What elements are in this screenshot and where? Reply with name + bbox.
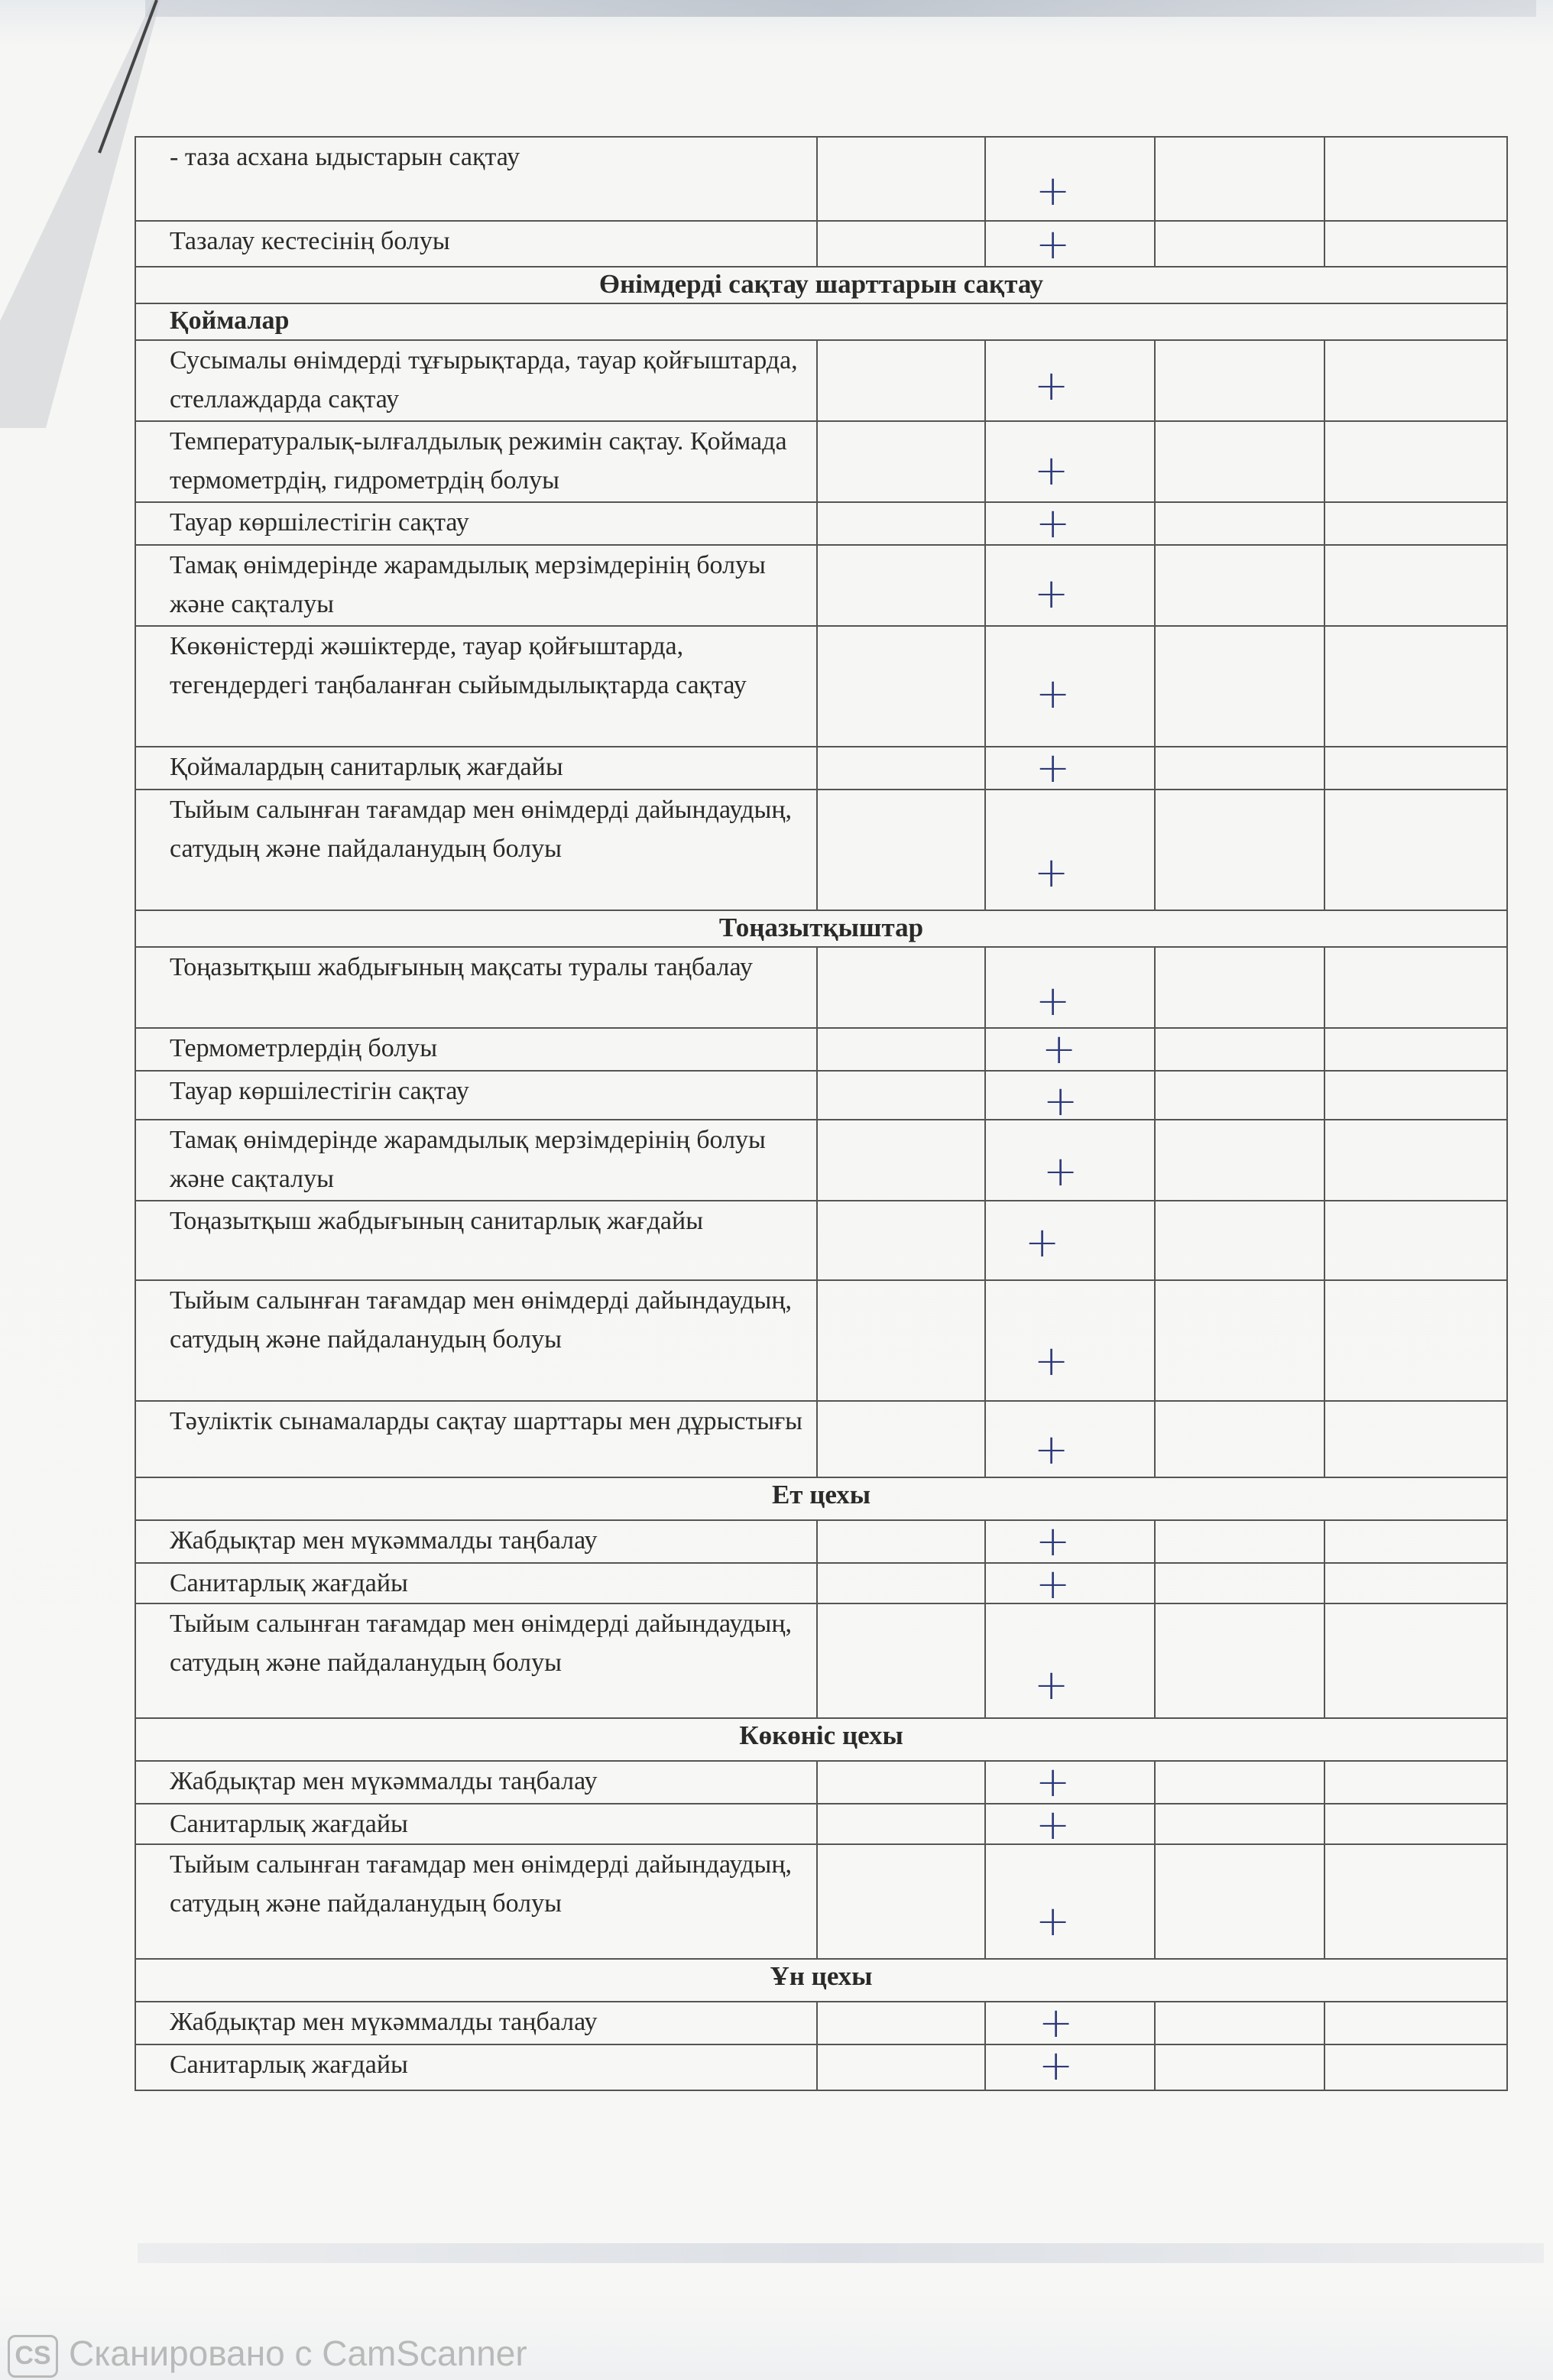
col-5-cell — [1324, 340, 1507, 421]
col-5-cell — [1324, 137, 1507, 221]
col-4-cell — [1155, 2002, 1324, 2044]
col-2-cell — [817, 1844, 985, 1959]
handwritten-plus-mark: + — [1034, 1661, 1069, 1709]
col-4-cell — [1155, 1280, 1324, 1401]
requirement-text: - таза асхана ыдыстарын сақтау — [135, 137, 817, 221]
compliance-mark-cell — [985, 1071, 1155, 1125]
checklist-row — [135, 502, 1507, 545]
section-title: Ет цехы — [135, 1477, 1507, 1520]
checklist-row — [135, 340, 1507, 421]
handwritten-plus-mark: + — [1042, 1025, 1077, 1073]
requirement-text: Көкөністерді жәшіктерде, тауар қойғыштарда, тегендердегі таңбаланған сыйымдылықтарда сақтау — [135, 626, 817, 747]
requirement-text: Санитарлық жағдайы — [135, 2044, 817, 2090]
checklist-row — [135, 1563, 1507, 1603]
watermark-text: Сканировано с CamScanner — [69, 2333, 527, 2373]
col-5-cell — [1324, 1603, 1507, 1718]
requirement-text: Тәуліктік сынамаларды сақтау шарттары мен дұрыстығы — [135, 1401, 817, 1477]
checklist-row — [135, 421, 1507, 502]
col-5-cell — [1324, 545, 1507, 626]
col-2-cell — [817, 421, 985, 502]
checklist-row — [135, 2044, 1507, 2090]
col-2-cell — [817, 1563, 985, 1603]
col-4-cell — [1155, 340, 1324, 421]
col-4-cell — [1155, 1563, 1324, 1603]
col-2-cell — [817, 1201, 985, 1280]
requirement-text: Тамақ өнімдерінде жарамдылық мерзімдерінің болуы және сақталуы — [135, 1120, 817, 1201]
compliance-mark-cell — [985, 221, 1155, 267]
section-header-row — [135, 1959, 1507, 2002]
col-2-cell — [817, 1804, 985, 1844]
checklist-row — [135, 747, 1507, 790]
col-5-cell — [1324, 626, 1507, 747]
requirement-text: Санитарлық жағдайы — [135, 1563, 817, 1603]
handwritten-plus-mark: + — [1036, 1517, 1071, 1565]
compliance-mark-cell — [985, 545, 1155, 626]
col-4-cell — [1155, 421, 1324, 502]
col-4-cell — [1155, 545, 1324, 626]
col-2-cell — [817, 545, 985, 626]
col-4-cell — [1155, 1071, 1324, 1120]
col-2-cell — [817, 340, 985, 421]
col-5-cell — [1324, 1401, 1507, 1477]
col-4-cell — [1155, 947, 1324, 1028]
col-5-cell — [1324, 1071, 1507, 1120]
col-2-cell — [817, 502, 985, 545]
requirement-text: Тоңазытқыш жабдығының санитарлық жағдайы — [135, 1201, 817, 1280]
handwritten-plus-mark: + — [1036, 499, 1071, 547]
handwritten-plus-mark: + — [1025, 1218, 1060, 1266]
checklist-row — [135, 947, 1507, 1028]
col-2-cell — [817, 1071, 985, 1120]
subsection-title: Қоймалар — [135, 303, 1507, 340]
checklist-body — [135, 137, 1507, 2090]
compliance-mark-cell — [985, 1999, 1155, 2047]
scan-top-edge — [145, 0, 1536, 17]
section-title: Тоңазытқыштар — [135, 910, 1507, 947]
col-4-cell — [1155, 790, 1324, 910]
col-5-cell — [1324, 1280, 1507, 1401]
compliance-mark-cell — [985, 1603, 1155, 1718]
requirement-text: Тауар көршілестігін сақтау — [135, 1071, 817, 1120]
col-4-cell — [1155, 1401, 1324, 1477]
compliance-mark-cell — [985, 626, 1155, 747]
col-2-cell — [817, 1603, 985, 1718]
requirement-text: Тыйым салынған тағамдар мен өнімдерді дайындаудың, сатудың және пайдаланудың болуы — [135, 1603, 817, 1718]
checklist-row — [135, 2002, 1507, 2044]
handwritten-plus-mark: + — [1036, 220, 1071, 268]
col-4-cell — [1155, 1201, 1324, 1280]
checklist-row — [135, 1120, 1507, 1201]
col-5-cell — [1324, 1844, 1507, 1959]
col-4-cell — [1155, 502, 1324, 545]
requirement-text: Тазалау кестесінің болуы — [135, 221, 817, 267]
col-2-cell — [817, 1401, 985, 1477]
inspection-checklist-table — [135, 136, 1508, 2091]
checklist-row — [135, 1028, 1507, 1071]
handwritten-plus-mark: + — [1039, 1999, 1074, 2047]
handwritten-plus-mark: + — [1036, 1801, 1071, 1849]
col-2-cell — [817, 1028, 985, 1071]
col-4-cell — [1155, 747, 1324, 790]
col-4-cell — [1155, 1028, 1324, 1071]
requirement-text: Жабдықтар мен мүкәммалды таңбалау — [135, 1520, 817, 1563]
checklist-row — [135, 1071, 1507, 1120]
col-4-cell — [1155, 626, 1324, 747]
section-title: Ұн цехы — [135, 1959, 1507, 2002]
requirement-text: Тыйым салынған тағамдар мен өнімдерді дайындаудың, сатудың және пайдаланудың болуы — [135, 1280, 817, 1401]
handwritten-plus-mark: + — [1034, 848, 1069, 897]
handwritten-plus-mark: + — [1034, 1425, 1069, 1474]
col-5-cell — [1324, 1201, 1507, 1280]
compliance-mark-cell — [985, 499, 1155, 547]
handwritten-plus-mark: + — [1036, 1897, 1071, 1945]
col-2-cell — [817, 626, 985, 747]
compliance-mark-cell — [985, 1120, 1155, 1201]
col-4-cell — [1155, 2044, 1324, 2090]
compliance-mark-cell — [985, 1844, 1155, 1959]
compliance-mark-cell — [985, 1801, 1155, 1849]
col-5-cell — [1324, 502, 1507, 545]
checklist-row — [135, 790, 1507, 910]
handwritten-plus-mark: + — [1043, 1147, 1078, 1195]
col-2-cell — [817, 137, 985, 221]
col-5-cell — [1324, 1028, 1507, 1071]
compliance-mark-cell — [985, 1280, 1155, 1401]
requirement-text: Сусымалы өнімдерді тұғырықтарда, тауар қойғыштарда, стеллаждарда сақтау — [135, 340, 817, 421]
col-2-cell — [817, 2044, 985, 2090]
handwritten-plus-mark: + — [1039, 2041, 1074, 2090]
col-4-cell — [1155, 1120, 1324, 1201]
col-5-cell — [1324, 947, 1507, 1028]
handwritten-plus-mark: + — [1036, 167, 1071, 215]
requirement-text: Санитарлық жағдайы — [135, 1804, 817, 1844]
checklist-row — [135, 1844, 1507, 1959]
handwritten-plus-mark: + — [1036, 1560, 1071, 1608]
compliance-mark-cell — [985, 421, 1155, 502]
compliance-mark-cell — [985, 744, 1155, 792]
requirement-text: Тауар көршілестігін сақтау — [135, 502, 817, 545]
checklist-row — [135, 626, 1507, 747]
handwritten-plus-mark: + — [1043, 1077, 1078, 1125]
col-5-cell — [1324, 1563, 1507, 1603]
col-4-cell — [1155, 1804, 1324, 1844]
handwritten-plus-mark: + — [1034, 362, 1069, 410]
subsection-header-row — [135, 303, 1507, 340]
col-4-cell — [1155, 221, 1324, 267]
col-5-cell — [1324, 2002, 1507, 2044]
requirement-text: Қоймалардың санитарлық жағдайы — [135, 747, 817, 790]
requirement-text: Тамақ өнімдерінде жарамдылық мерзімдерінің болуы және сақталуы — [135, 545, 817, 626]
col-2-cell — [817, 1120, 985, 1201]
compliance-mark-cell — [985, 1517, 1155, 1565]
section-header-row — [135, 1477, 1507, 1520]
col-2-cell — [817, 1280, 985, 1401]
checklist-row — [135, 1201, 1507, 1280]
compliance-mark-cell — [985, 1201, 1155, 1280]
checklist-row — [135, 137, 1507, 221]
col-2-cell — [817, 1520, 985, 1563]
section-header-row — [135, 267, 1507, 303]
requirement-text: Температуралық-ылғалдылық режимін сақтау. Қоймада термометрдің, гидрометрдің болуы — [135, 421, 817, 502]
col-2-cell — [817, 2002, 985, 2044]
col-2-cell — [817, 1761, 985, 1804]
checklist-row — [135, 1280, 1507, 1401]
requirement-text: Жабдықтар мен мүкәммалды таңбалау — [135, 2002, 817, 2044]
requirement-text: Тыйым салынған тағамдар мен өнімдерді дайындаудың, сатудың және пайдаланудың болуы — [135, 1844, 817, 1959]
col-5-cell — [1324, 747, 1507, 790]
col-5-cell — [1324, 1520, 1507, 1563]
col-5-cell — [1324, 221, 1507, 267]
checklist-row — [135, 1520, 1507, 1563]
col-5-cell — [1324, 790, 1507, 910]
col-4-cell — [1155, 1761, 1324, 1804]
col-5-cell — [1324, 1804, 1507, 1844]
col-5-cell — [1324, 421, 1507, 502]
checklist-row — [135, 221, 1507, 267]
compliance-mark-cell — [985, 1401, 1155, 1477]
col-4-cell — [1155, 137, 1324, 221]
section-header-row — [135, 910, 1507, 947]
requirement-text: Жабдықтар мен мүкәммалды таңбалау — [135, 1761, 817, 1804]
compliance-mark-cell — [985, 340, 1155, 421]
compliance-mark-cell — [985, 1560, 1155, 1608]
compliance-mark-cell — [985, 2041, 1155, 2090]
checklist-row — [135, 1761, 1507, 1804]
requirement-text: Тоңазытқыш жабдығының мақсаты туралы таңбалау — [135, 947, 817, 1028]
section-title: Өнімдерді сақтау шарттарын сақтау — [135, 267, 1507, 303]
col-2-cell — [817, 947, 985, 1028]
checklist-row — [135, 1401, 1507, 1477]
compliance-mark-cell — [985, 1025, 1155, 1073]
checklist-row — [135, 1603, 1507, 1718]
requirement-text: Термометрлердің болуы — [135, 1028, 817, 1071]
handwritten-plus-mark: + — [1036, 977, 1071, 1025]
handwritten-plus-mark: + — [1036, 1758, 1071, 1806]
camscanner-logo-icon: CS — [8, 2335, 58, 2378]
handwritten-plus-mark: + — [1036, 744, 1071, 792]
col-2-cell — [817, 790, 985, 910]
col-4-cell — [1155, 1520, 1324, 1563]
compliance-mark-cell — [985, 1758, 1155, 1806]
col-5-cell — [1324, 1120, 1507, 1201]
compliance-mark-cell — [985, 947, 1155, 1028]
compliance-mark-cell — [985, 790, 1155, 910]
compliance-mark-cell — [985, 137, 1155, 221]
handwritten-plus-mark: + — [1034, 446, 1069, 494]
requirement-text: Тыйым салынған тағамдар мен өнімдерді дайындаудың, сатудың және пайдаланудың болуы — [135, 790, 817, 910]
col-4-cell — [1155, 1603, 1324, 1718]
section-title: Көкөніс цехы — [135, 1718, 1507, 1761]
col-2-cell — [817, 747, 985, 790]
handwritten-plus-mark: + — [1036, 670, 1071, 718]
handwritten-plus-mark: + — [1034, 569, 1069, 618]
col-5-cell — [1324, 1761, 1507, 1804]
checklist-row — [135, 545, 1507, 626]
col-5-cell — [1324, 2044, 1507, 2090]
camscanner-watermark — [8, 2333, 527, 2378]
col-4-cell — [1155, 1844, 1324, 1959]
scan-bottom-edge — [138, 2243, 1544, 2263]
col-2-cell — [817, 221, 985, 267]
checklist-row — [135, 1804, 1507, 1844]
handwritten-plus-mark: + — [1034, 1337, 1069, 1385]
section-header-row — [135, 1718, 1507, 1761]
